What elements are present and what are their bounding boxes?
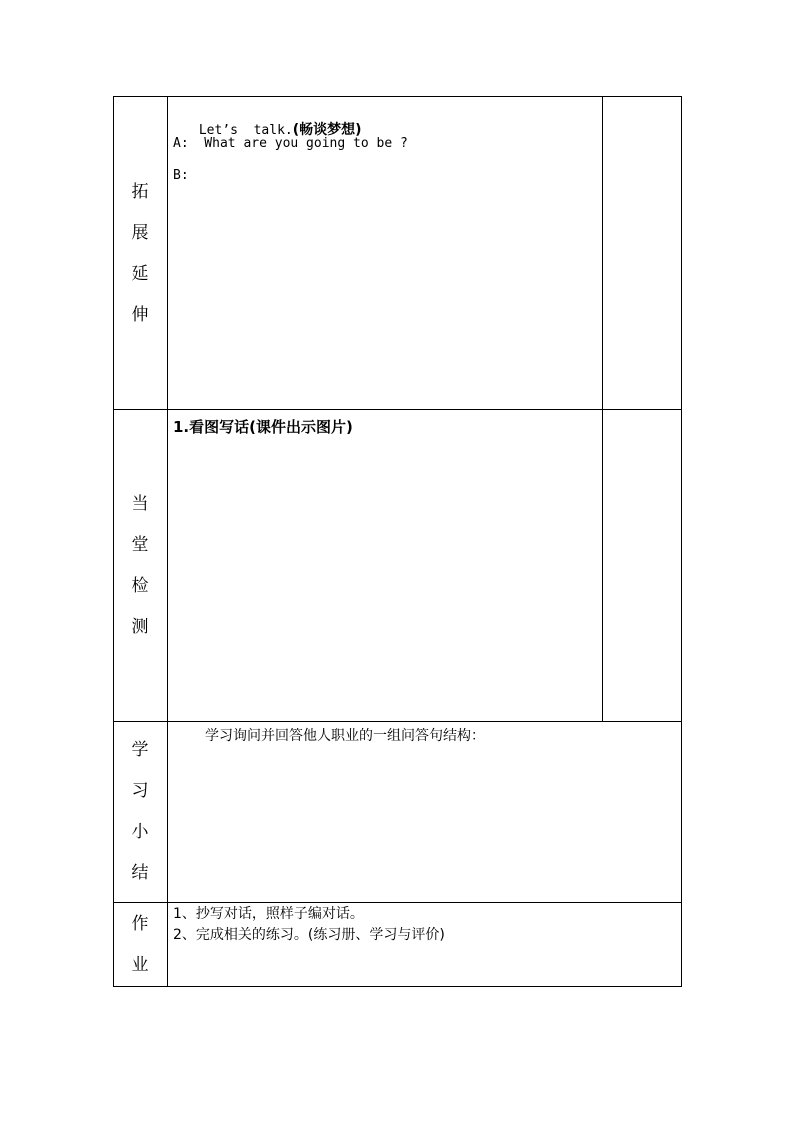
test-label-char: 当 (131, 494, 149, 514)
extension-title-cn: (畅谈梦想) (292, 122, 362, 138)
summary-label-char: 学 (131, 740, 149, 760)
dialogue-line-b: B: (173, 168, 189, 183)
lesson-plan-table (113, 96, 682, 987)
summary-text: 学习询问并回答他人职业的一组问答句结构： (205, 728, 485, 744)
homework-label-char: 作 (131, 914, 149, 934)
test-label-char: 堂 (131, 535, 149, 555)
extension-label-char: 伸 (131, 305, 149, 325)
summary-label-char: 习 (131, 781, 149, 801)
dialogue-line-a: A: What are you going to be ? (173, 136, 408, 151)
extension-label-char: 延 (131, 264, 149, 284)
summary-label-char: 结 (131, 863, 149, 883)
table-border-top (113, 96, 682, 97)
label-column-divider (167, 96, 168, 987)
test-label-char: 检 (131, 576, 149, 596)
test-item-1: 1.看图写话(课件出示图片) (173, 418, 353, 436)
extension-label (113, 172, 167, 336)
homework-label-char: 业 (131, 955, 149, 975)
test-label (113, 484, 167, 648)
homework-item-1: 1、抄写对话，照样子编对话。 (173, 906, 364, 922)
table-border-right (681, 96, 682, 987)
table-border-bottom (113, 986, 682, 987)
extension-title-en: Let’s talk. (198, 123, 293, 138)
row-divider-2 (113, 721, 682, 722)
homework-item-2: 2、完成相关的练习。(练习册、学习与评价) (173, 927, 445, 943)
test-label-char: 测 (131, 617, 149, 637)
extension-label-char: 展 (131, 223, 149, 243)
homework-label (113, 904, 167, 986)
summary-label (113, 730, 167, 894)
extension-label-char: 拓 (131, 182, 149, 202)
notes-column-divider (602, 96, 603, 722)
summary-label-char: 小 (131, 822, 149, 842)
row-divider-1 (113, 409, 682, 410)
